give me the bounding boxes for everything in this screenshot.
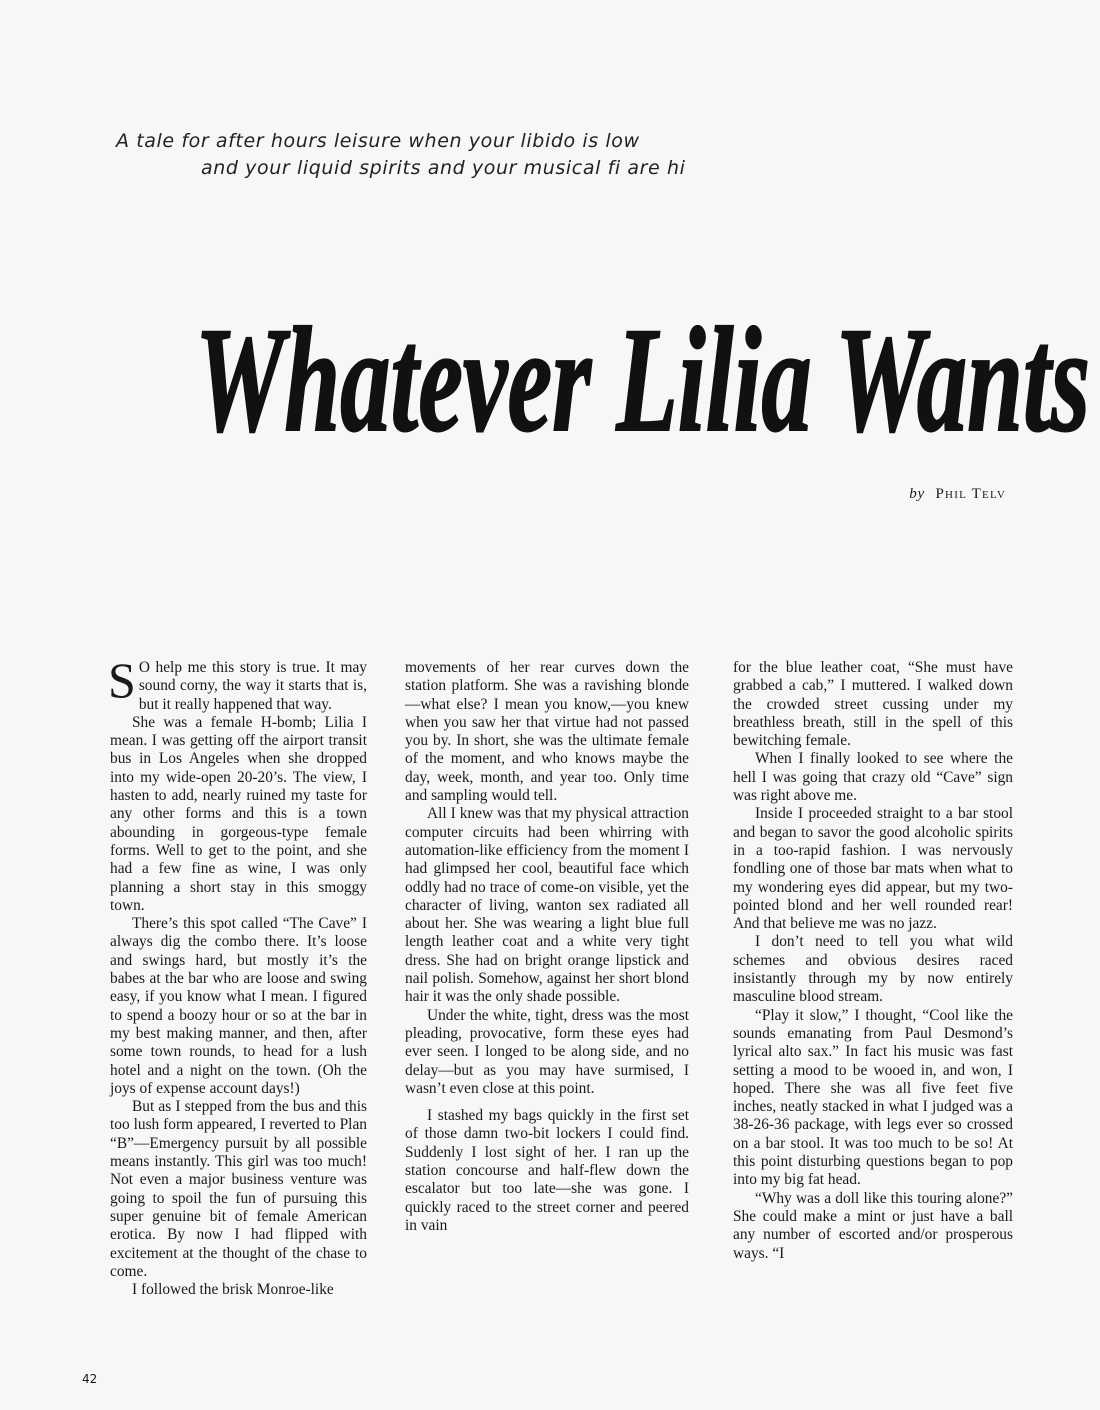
byline-by: by (909, 486, 925, 502)
text-column-3 (733, 659, 1013, 1263)
article-title (195, 270, 1100, 470)
body-paragraph: All I knew was that my physical attraction computer circuits had been whirring with automation-like efficiency from the moment I had glimpsed her cool, beautiful face which oddly had no trace of come-on visible, yet the character of living, wanton sex radiated all about her. She was wearing a light blue full length leather coat and a white very tight dress. She had on bright orange lipstick and nail polish. Somehow, against her short blond hair it was the only shade possible. (405, 805, 689, 1006)
paragraph-text: O help me this story is true. It may sound corny, the way it starts that is, but it really happened that way. (138, 659, 367, 713)
body-paragraph: There’s this spot called “The Cave” I always dig the combo there. It’s loose and swings hard, but mostly it’s the babes at the bar who are loose and swing easy, if you know what I mean. I figured to spend a boozy hour or so at the bar in my best making manner, and then, after some town rounds, to head for a lush hotel and a night on the town. (Oh the joys of expense account days!) (110, 915, 367, 1097)
body-paragraph: Under the white, tight, dress was the most pleading, provocative, form these eyes had ever seen. I longed to be along side, and no delay—but as you may have surmised, I wasn’t even close at this point. (405, 1006, 689, 1097)
body-paragraph: for the blue leather coat, “She must have grabbed a cab,” I muttered. I walked down the crowded street cussing under my breathless breath, still in the spell of this bewitching female. (733, 659, 1013, 750)
body-paragraph: But as I stepped from the bus and this too lush form appeared, I reverted to Plan “B”—Emergency pursuit by all possible means instantly. This girl was too much! Not even a major business venture was going to spoil the fun of pursuing this super genuine bit of female American erotica. By now I had flipped with excitement at the thought of the chase to come. (110, 1098, 367, 1280)
body-paragraph: When I finally looked to see where the hell I was going that crazy old “Cave” sign was right above me. (733, 750, 1013, 805)
body-paragraph: I followed the brisk Monroe-like (132, 1281, 334, 1299)
body-paragraph: “Play it slow,” I thought, “Cool like the sounds emanating from Paul Desmond’s lyrical alto sax.” In fact his music was fast setting a mood to be wooed in, and won, I hoped. There she was all five feet five inches, neatly stacked in what I judged was a 38-26-36 package, with legs ever so crossed on a bar stool. It was too much to be so! At this point disturbing questions began to pop into my big fat head. (733, 1006, 1013, 1189)
tagline-line-2: and your liquid spirits and your musical fi are hi (201, 157, 686, 179)
body-paragraph (108, 652, 367, 714)
body-paragraph: She was a female H-bomb; Lilia I mean. I was getting off the airport transit bus in Los Angeles when she dropped into my wide-open 20-20’s. The view, I hasten to add, nearly ruined my taste for any other forms and this is a town abounding in gorgeous-type female forms. Well to get to the point, and she had a few fine as wine, I was only planning a short stay in this smoggy town. (110, 713, 367, 914)
body-paragraph: Inside I proceeded straight to a bar stool and began to savor the good alcoholic spirits in a too-rapid fashion. I was nervously fondling one of those bar mats when what to my wondering eyes did appear, but my two-pointed blond and her well rounded rear! And that believe me was no jazz. (733, 805, 1013, 933)
drop-cap: S (108, 652, 136, 708)
body-paragraph: movements of her rear curves down the station platform. She was a ravishing blonde—what else? I mean you know,—you knew when you saw her that virtue had not passed you by. In short, she was the ultimate female of the moment, and who knows maybe the day, week, month, and year too. Only time and sampling would tell. (405, 659, 689, 805)
tagline-line-1: A tale for after hours leisure when your libido is low (116, 130, 640, 152)
text-column-2 (405, 659, 689, 1235)
text-column-1 (108, 652, 367, 1299)
body-paragraph: I stashed my bags quickly in the first set of those damn two-bit lockers I could find. Suddenly I lost sight of her. I ran up the station concourse and half-flew down the escalator but too late—she was gone. I quickly raced to the street corner and peered in vain (405, 1107, 689, 1234)
body-paragraph: “Why was a doll like this touring alone?” She could make a mint or just have a ball any number of escorted and/or prosperous ways. “I (733, 1189, 1013, 1262)
page-number: 42 (82, 1372, 98, 1386)
byline (909, 486, 1006, 503)
article-title-text: Whatever Lilia Wants (195, 297, 1090, 463)
byline-author: Phil Telv (935, 486, 1006, 502)
body-paragraph: I don’t need to tell you what wild schemes and obvious desires raced insistantly through my by now entirely masculine blood stream. (733, 933, 1013, 1006)
